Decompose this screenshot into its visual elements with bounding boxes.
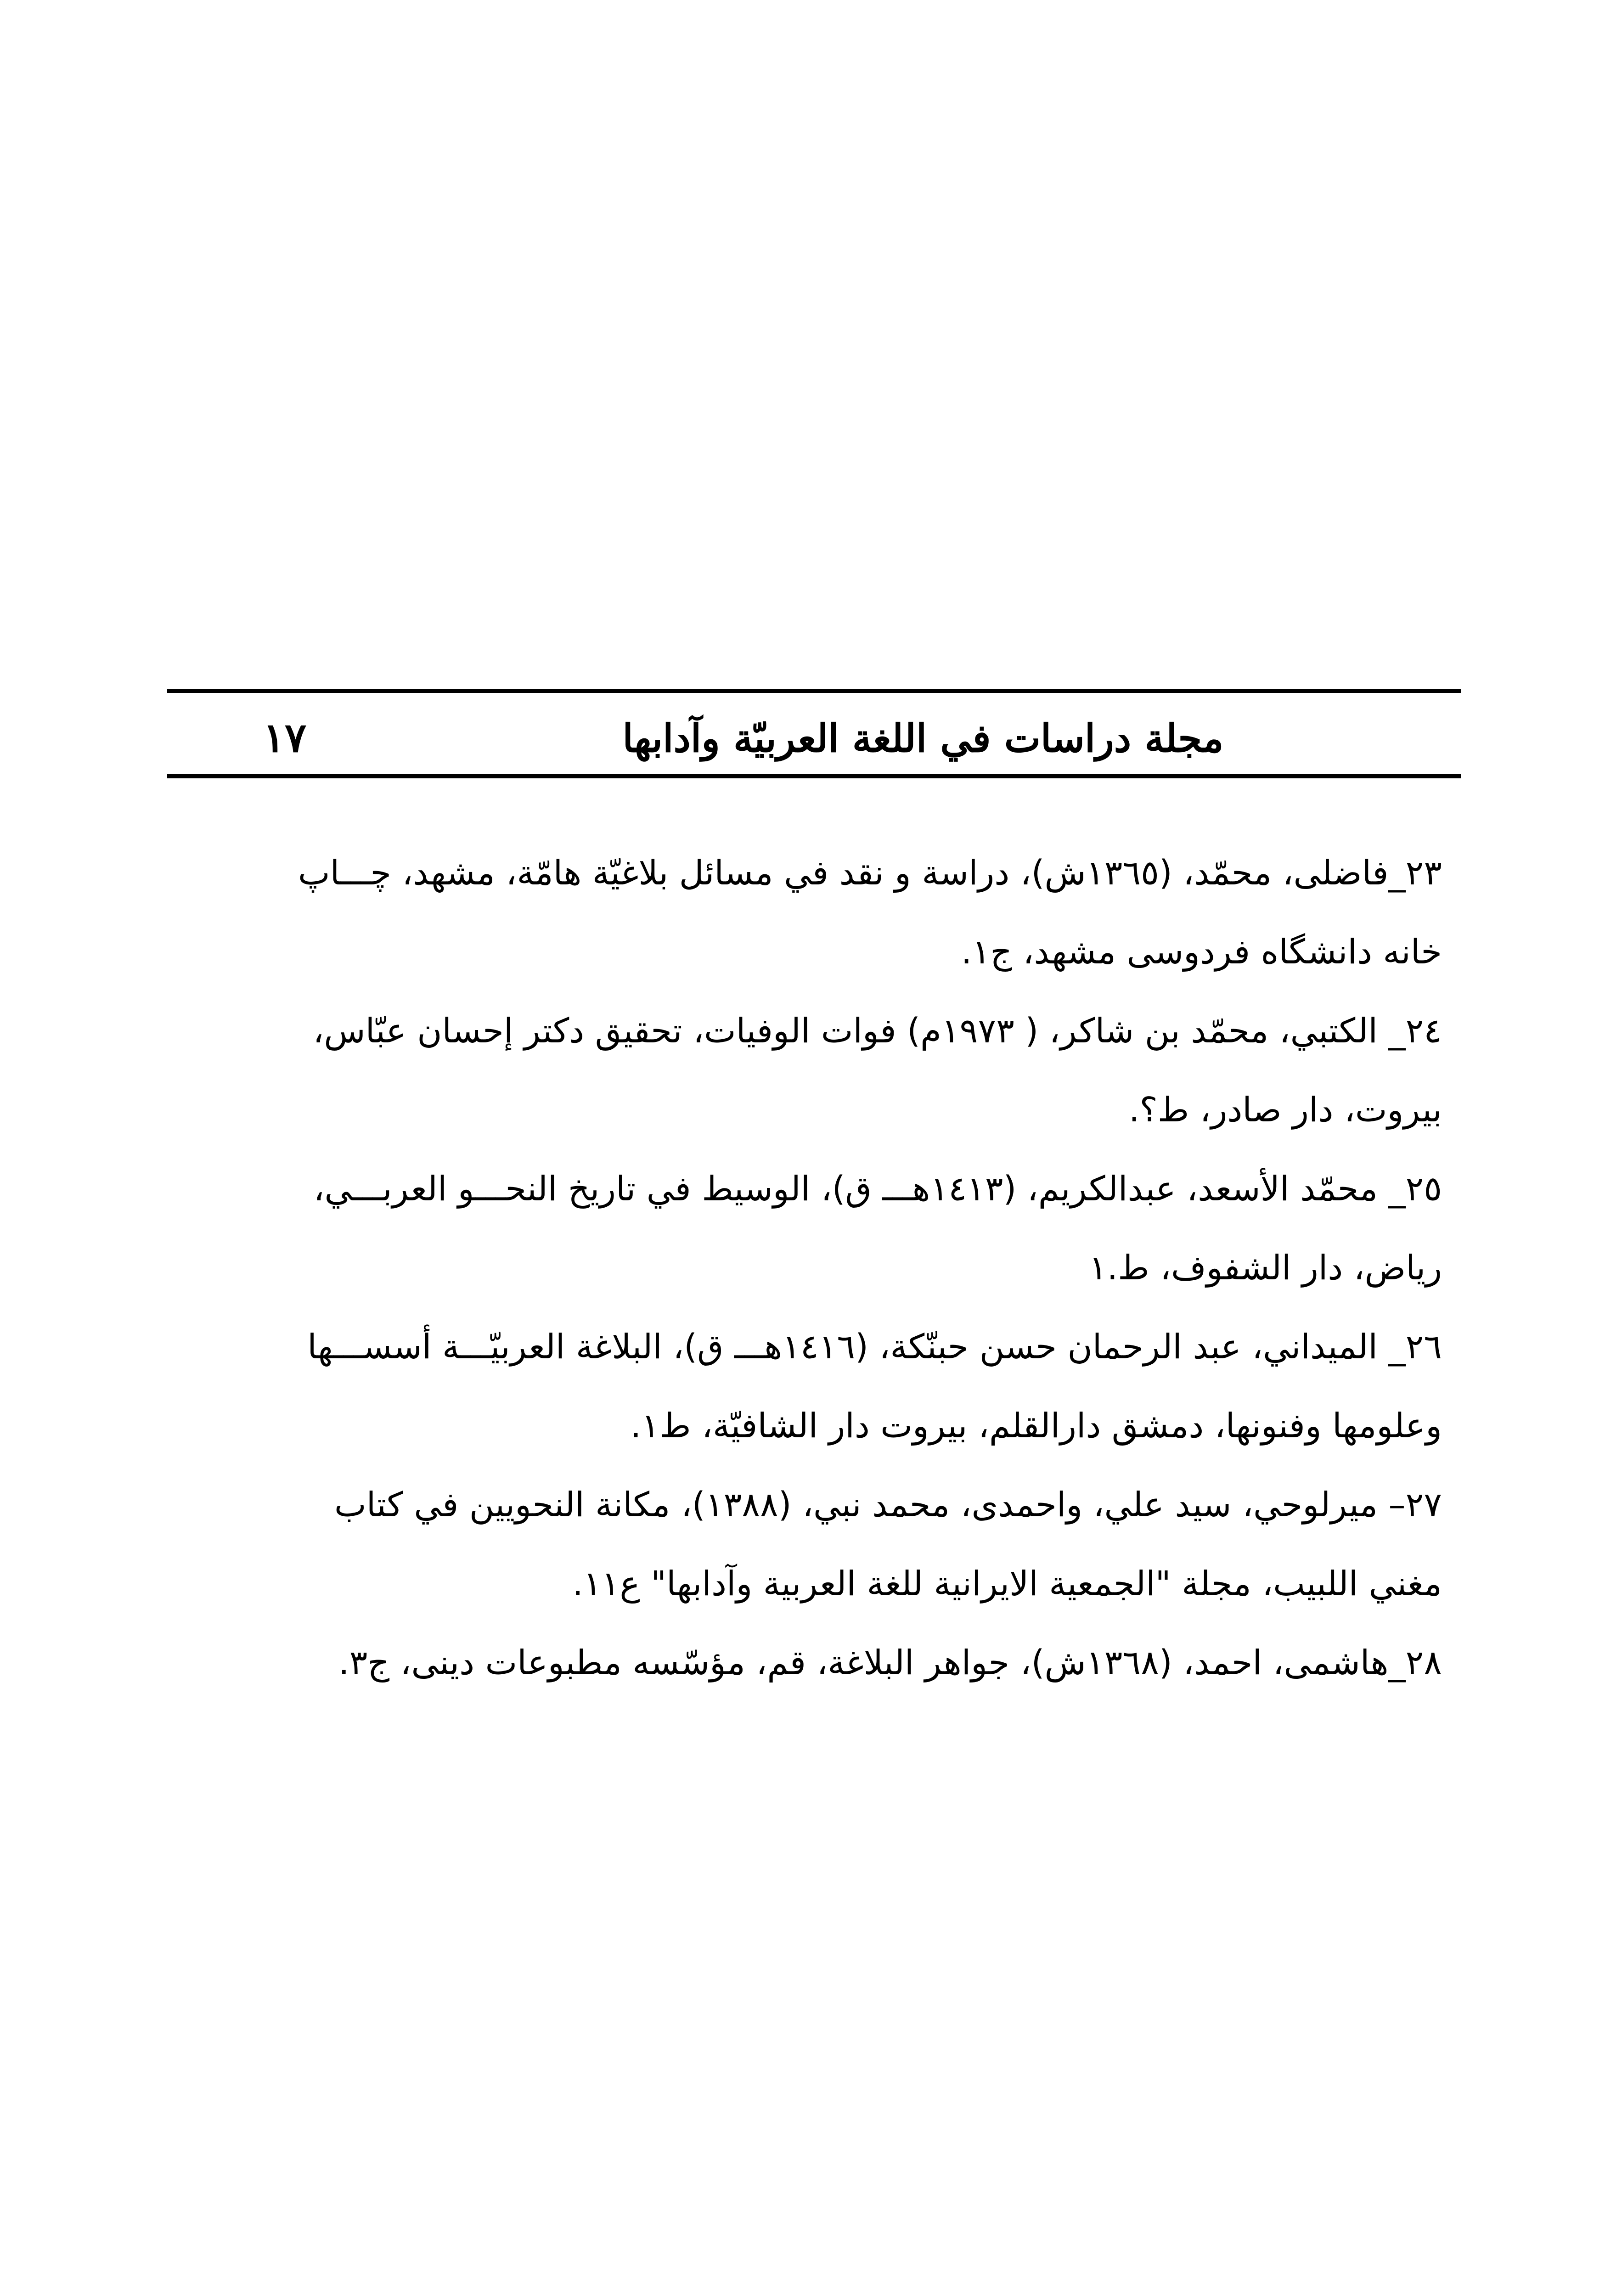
reference-line: ٢٣_فاضلى، محمّد، (١٣٦٥ش)، دراسة و نقد في مسائل بلاغيّة هامّة، مشهد، چـــاپ [298, 853, 1442, 893]
reference-line: خانه دانشگاه فردوسى مشهد، ج١. [961, 932, 1442, 972]
reference-line: ٢٥_ محمّد الأسعد، عبدالكريم، (١٤١٣هـــ ق)، الوسيط في تاريخ النحـــو العربـــي، [313, 1169, 1442, 1209]
header-bottom-rule [167, 774, 1461, 778]
references-list [188, 833, 1442, 1702]
reference-28 [188, 1623, 1442, 1702]
reference-26 [188, 1307, 1442, 1465]
reference-27 [188, 1465, 1442, 1623]
reference-24 [188, 991, 1442, 1149]
reference-23 [188, 833, 1442, 991]
reference-line: رياض، دار الشفوف، ط.١ [1088, 1248, 1442, 1288]
reference-line: مغني اللبيب، مجلة "الجمعية الايرانية للغة العربية وآدابها" ع١١. [572, 1564, 1442, 1604]
reference-line: ٢٦_ الميداني، عبد الرحمان حسن حبنّكة، (١٤١٦هـــ ق)، البلاغة العربيّـــة أسســـها [307, 1327, 1442, 1367]
header-top-rule [167, 689, 1461, 693]
reference-line: ٢٤_ الكتبي، محمّد بن شاكر، ( ١٩٧٣م) فوات الوفيات، تحقيق دكتر إحسان عبّاس، [313, 1011, 1442, 1051]
reference-25 [188, 1149, 1442, 1307]
reference-line: ٢٨_هاشمى، احمد، (١٣٦٨ش)، جواهر البلاغة، قم، مؤسّسه مطبوعات دينى، ج٣. [338, 1643, 1442, 1683]
reference-line: ٢٧– ميرلوحي، سيد علي، واحمدى، محمد نبي، (١٣٨٨)، مكانة النحويين في كتاب [334, 1485, 1442, 1525]
journal-title: مجلة دراسات في اللغة العربيّة وآدابها [622, 715, 1224, 761]
page-number: ١٧ [263, 714, 307, 761]
reference-line: وعلومها وفنونها، دمشق دارالقلم، بيروت دار الشافيّة، ط١. [630, 1406, 1442, 1446]
reference-line: بيروت، دار صادر، ط؟. [1128, 1090, 1442, 1130]
